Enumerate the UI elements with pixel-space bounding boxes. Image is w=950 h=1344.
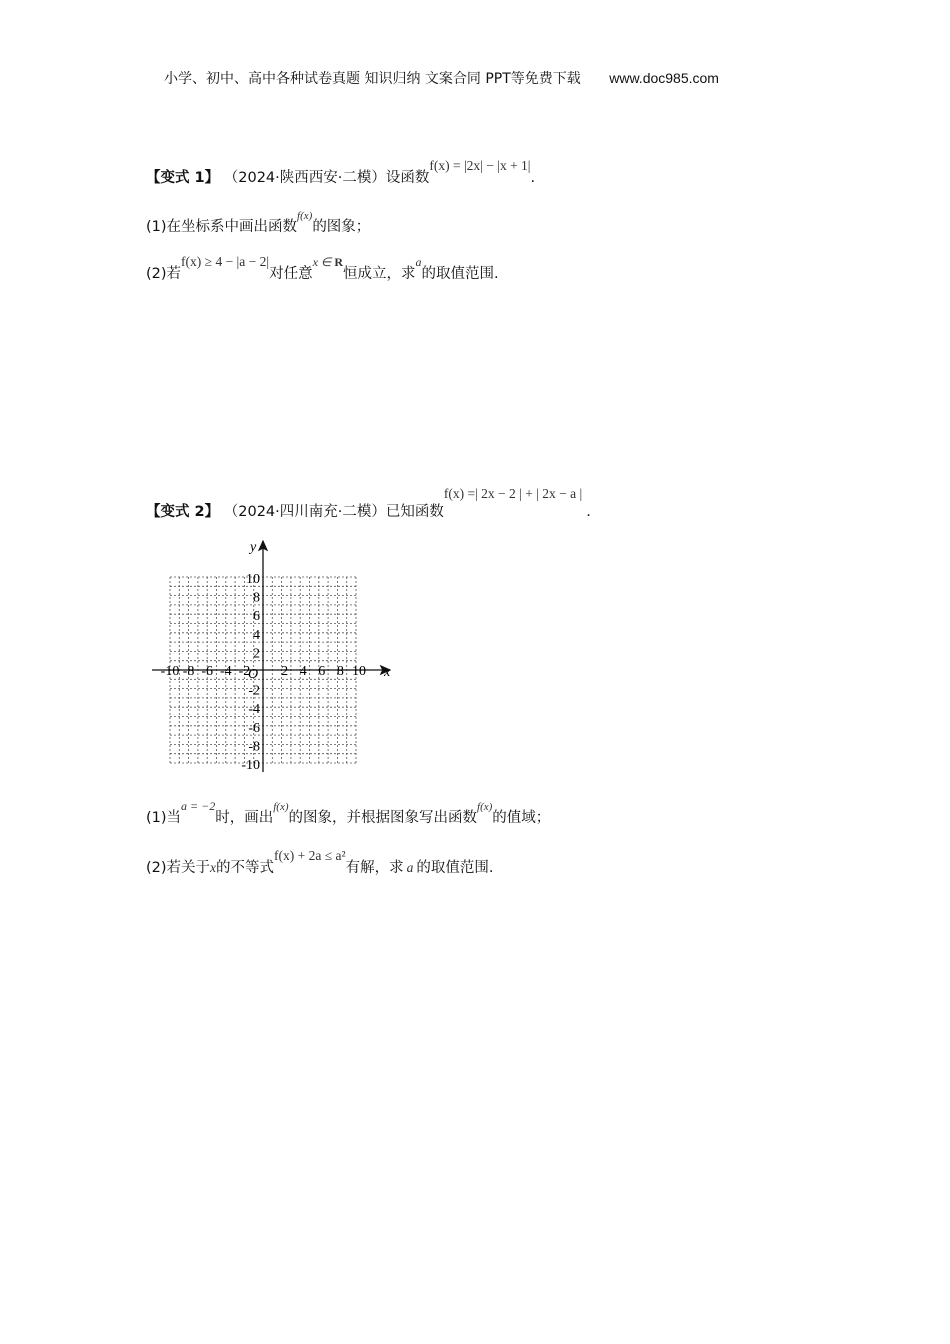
x-tick-label: 8 (336, 664, 344, 679)
v1-q1-formula: f(x) (297, 210, 313, 222)
x-tick-label: 6 (318, 664, 326, 679)
v2-tag: 【变式 2】 (146, 504, 220, 520)
v1-q2-prefix: (2)若 (146, 266, 182, 282)
y-tick-label: -2 (248, 683, 260, 699)
v2-formula: f(x) =| 2x − 2 | + | 2x − a | (443, 486, 583, 501)
page-header (164, 68, 719, 88)
v2-q2-a: a (406, 860, 414, 875)
v2-q1-f1: f(x) (273, 801, 289, 813)
x-tick-label: -2 (238, 664, 251, 679)
v1-q2-mid: 对任意 (269, 266, 313, 282)
v2-source: （2024·四川南充·二模）已知函数 (223, 504, 444, 520)
v2-q2-prefix: (2)若关于 (146, 860, 211, 876)
v1-tag: 【变式 1】 (146, 170, 220, 186)
y-tick-label: -6 (248, 720, 260, 736)
coordinate-grid (140, 535, 400, 780)
header-site[interactable]: www.doc985.com (609, 70, 719, 86)
v2-q2-ineq: f(x) + 2a ≤ a² (274, 848, 346, 863)
x-tick-label: -10 (160, 664, 180, 679)
x-tick-label: -6 (201, 664, 214, 679)
x-tick-label: 4 (299, 664, 307, 679)
v2-q1-prefix: (1)当 (146, 810, 182, 826)
v2-q1 (146, 799, 551, 827)
v2-q2-mid2: 有解，求 (345, 860, 404, 876)
v2-q1-f2: f(x) (477, 801, 493, 813)
x-tick-label: 2 (281, 664, 289, 679)
y-axis-label: y (250, 540, 257, 555)
v1-q2-x: x ∈ (312, 255, 332, 269)
v1-q2-mid2: 恒成立，求 (343, 266, 416, 282)
v2-q2-x: x (210, 860, 217, 875)
y-tick-label: 6 (253, 609, 260, 625)
v2-q2-mid: 的不等式 (216, 860, 275, 876)
v2-title (146, 486, 591, 521)
v2-q2-suffix: 的取值范围. (416, 860, 494, 876)
v1-q1 (146, 210, 371, 236)
v1-formula: f(x) = |2x| − |x + 1| (429, 158, 531, 173)
header-text: 小学、初中、高中各种试卷真题 知识归纳 文案合同 PPT等免费下载 (164, 71, 581, 87)
y-tick-label: 8 (253, 590, 260, 606)
v1-title (146, 158, 536, 187)
v2-q1-cond: a = −2 (181, 799, 216, 813)
y-tick-label: -8 (248, 739, 260, 755)
x-tick-label: -8 (182, 664, 195, 679)
v2-q1-mid2: 的图象，并根据图象写出函数 (288, 810, 478, 826)
y-tick-label: -10 (241, 758, 260, 773)
x-axis-label: x (384, 665, 391, 680)
v1-q1-suffix: 的图象； (312, 219, 371, 235)
y-tick-label: -4 (248, 702, 260, 718)
x-tick-label: 10 (352, 664, 366, 679)
v1-q2-R: R (334, 255, 344, 269)
y-tick-label: 4 (253, 627, 260, 643)
v1-q2-a: a (415, 255, 422, 269)
v2-q1-mid: 时，画出 (215, 810, 274, 826)
v2-q1-suffix: 的值域； (492, 810, 551, 826)
v1-end: . (530, 170, 536, 186)
y-tick-label: 10 (246, 572, 260, 587)
y-tick-label: 2 (253, 646, 260, 662)
v2-q2 (146, 848, 494, 877)
v1-q1-prefix: (1)在坐标系中画出函数 (146, 219, 298, 235)
v1-q2-suffix: 的取值范围. (421, 266, 499, 282)
v1-q2 (146, 254, 499, 283)
v2-end: . (586, 504, 591, 520)
x-tick-label: -4 (219, 664, 232, 679)
v1-q2-formula: f(x) ≥ 4 − |a − 2| (181, 254, 270, 269)
v1-source: （2024·陕西西安·二模）设函数 (223, 170, 430, 186)
origin-label: O (248, 667, 259, 682)
